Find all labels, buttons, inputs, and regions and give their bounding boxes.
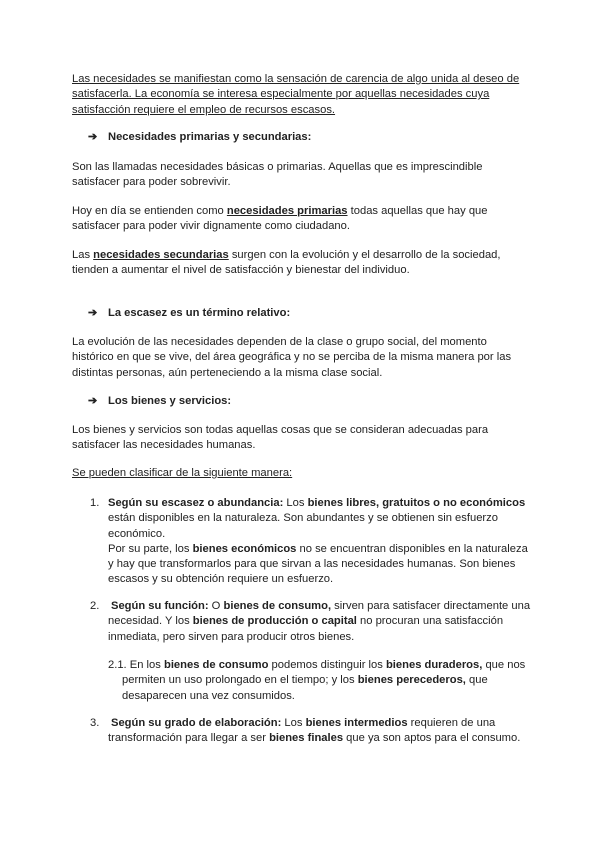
list-item-escasez: Según su escasez o abundancia: Los bienes libres, gratuitos o no económicos están disponibles en la naturaleza. Son abundantes y se obtienen sin esfuerzo económico. Por su parte, los bienes económicos no se encuentran disponibles en la naturaleza y hay que transformarlos para que sirvan a las necesidades humanas. Son bienes escasos y su obtención requiere un esfuerzo. xyxy=(108,497,528,586)
intro-line: satisfacción requiere el empleo de recursos escasos. xyxy=(72,103,336,116)
intro-line: Las necesidades se manifiestan como la sensación de carencia de algo unida al deseo de xyxy=(72,73,520,85)
list-item-elaboracion: Según su grado de elaboración: Los bienes intermedios requieren de una xyxy=(111,717,496,729)
arrow-icon: ➔ xyxy=(88,131,98,143)
classify-label: Se pueden clasificar de la siguiente manera: xyxy=(72,467,293,479)
list-number: 3. xyxy=(90,717,100,729)
arrow-icon: ➔ xyxy=(88,307,98,319)
sub-item-bienes-consumo: 2.1. En los bienes de consumo podemos distinguir los bienes duraderos, que nos xyxy=(108,659,526,671)
list-item-elaboracion-cont: transformación para llegar a ser bienes finales que ya son aptos para el consumo. xyxy=(108,732,521,745)
section-heading-escasez: ➔ La escasez es un término relativo: xyxy=(88,307,291,319)
list-number: 1. xyxy=(90,497,100,509)
paragraph-secundarias: Las necesidades secundarias surgen con la evolución y el desarrollo de la sociedad, tienden a aumentar el nivel de satisfacción y bienestar del individuo. xyxy=(72,249,501,277)
list-item-funcion-cont: necesidad. Y los bienes de producción o capital no procuran una satisfacción inmediata, pero sirven para producir otros bienes. xyxy=(108,615,504,643)
paragraph-evolucion: La evolución de las necesidades dependen de la clase o grupo social, del momento histórico en que se vive, del área geográfica y no se perciba de la misma manera por las distintas personas, aún perteneciendo a la misma clase social. xyxy=(72,336,512,379)
paragraph-bienes-servicios: Los bienes y servicios son todas aquellas cosas que se consideran adecuadas para satisfacer las necesidades humanas. xyxy=(72,424,489,452)
list-item-funcion: Según su función: O bienes de consumo, sirven para satisfacer directamente una xyxy=(111,600,531,612)
term-necesidades-secundarias: necesidades secundarias xyxy=(93,249,229,261)
term-necesidades-primarias: necesidades primarias xyxy=(226,205,348,217)
sub-item-bienes-consumo-cont: permiten un uso prolongado en el tiempo; y los bienes perecederos, que desaparecen una vez consumidos. xyxy=(122,674,488,702)
section-heading-necesidades: ➔ Necesidades primarias y secundarias: xyxy=(88,131,312,143)
paragraph-primarias: Hoy en día se entienden como necesidades primarias todas aquellas que hay que satisfacer para poder vivir dignamente como ciudadano. xyxy=(72,205,488,233)
section-heading-bienes: ➔ Los bienes y servicios: xyxy=(88,395,232,407)
intro-paragraph xyxy=(72,72,532,118)
list-number: 2. xyxy=(90,600,100,612)
intro-line: satisfacerla. La economía se interesa especialmente por aquellas necesidades cuya xyxy=(72,88,490,101)
arrow-icon: ➔ xyxy=(88,395,98,407)
paragraph-basicas: Son las llamadas necesidades básicas o primarias. Aquellas que es imprescindible satisfacer para poder sobrevivir. xyxy=(72,161,483,189)
